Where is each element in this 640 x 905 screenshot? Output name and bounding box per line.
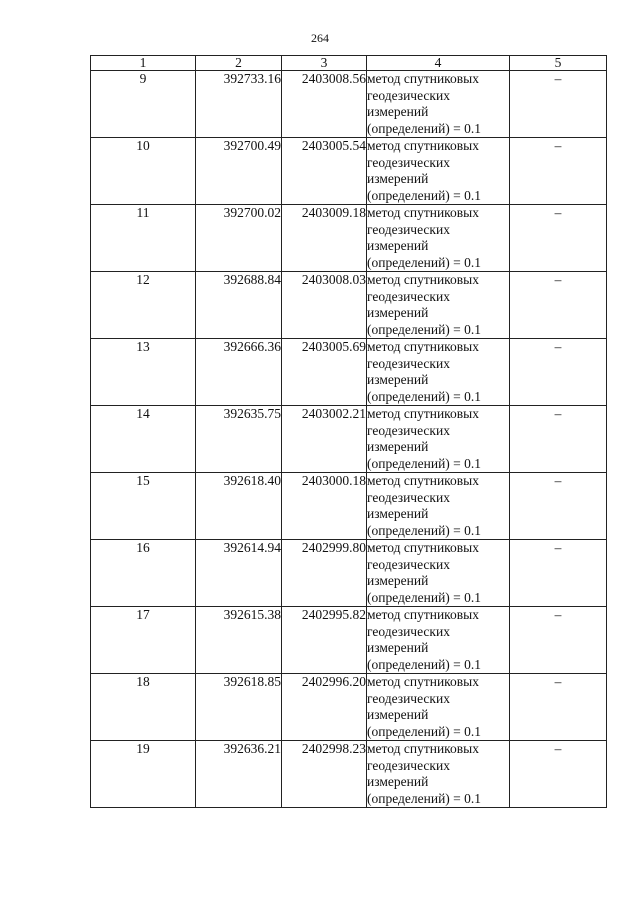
point-number-cell: 18 [91,674,196,741]
table-row [91,607,607,674]
y-coordinate-cell: 2403000.18 [282,473,367,540]
point-number-cell: 9 [91,71,196,138]
table-row [91,138,607,205]
method-cell: метод спутниковых геодезических измерений (определений) = 0.1 [367,674,510,741]
x-coordinate-cell: 392700.02 [196,205,282,272]
column-header-2: 2 [196,56,282,71]
note-cell: – [510,741,607,808]
method-cell: метод спутниковых геодезических измерений (определений) = 0.1 [367,406,510,473]
x-coordinate-cell: 392614.94 [196,540,282,607]
y-coordinate-cell: 2402999.80 [282,540,367,607]
column-header-5: 5 [510,56,607,71]
table-row [91,339,607,406]
table-row [91,540,607,607]
method-cell: метод спутниковых геодезических измерений (определений) = 0.1 [367,272,510,339]
table-body [91,71,607,808]
method-cell: метод спутниковых геодезических измерений (определений) = 0.1 [367,339,510,406]
y-coordinate-cell: 2403009.18 [282,205,367,272]
x-coordinate-cell: 392700.49 [196,138,282,205]
note-cell: – [510,674,607,741]
y-coordinate-cell: 2402995.82 [282,607,367,674]
table-row [91,674,607,741]
table-row [91,71,607,138]
method-cell: метод спутниковых геодезических измерений (определений) = 0.1 [367,71,510,138]
x-coordinate-cell: 392733.16 [196,71,282,138]
column-header-1: 1 [91,56,196,71]
point-number-cell: 16 [91,540,196,607]
column-header-3: 3 [282,56,367,71]
table-row [91,741,607,808]
column-header-4: 4 [367,56,510,71]
y-coordinate-cell: 2403005.54 [282,138,367,205]
x-coordinate-cell: 392635.75 [196,406,282,473]
x-coordinate-cell: 392618.85 [196,674,282,741]
point-number-cell: 11 [91,205,196,272]
note-cell: – [510,205,607,272]
point-number-cell: 12 [91,272,196,339]
x-coordinate-cell: 392636.21 [196,741,282,808]
x-coordinate-cell: 392618.40 [196,473,282,540]
point-number-cell: 19 [91,741,196,808]
x-coordinate-cell: 392666.36 [196,339,282,406]
table-row [91,272,607,339]
note-cell: – [510,71,607,138]
method-cell: метод спутниковых геодезических измерений (определений) = 0.1 [367,607,510,674]
method-cell: метод спутниковых геодезических измерений (определений) = 0.1 [367,540,510,607]
method-cell: метод спутниковых геодезических измерений (определений) = 0.1 [367,741,510,808]
point-number-cell: 15 [91,473,196,540]
y-coordinate-cell: 2403008.03 [282,272,367,339]
x-coordinate-cell: 392688.84 [196,272,282,339]
method-cell: метод спутниковых геодезических измерений (определений) = 0.1 [367,205,510,272]
table-header-row [91,56,607,71]
y-coordinate-cell: 2403008.56 [282,71,367,138]
point-number-cell: 17 [91,607,196,674]
note-cell: – [510,138,607,205]
table-row [91,205,607,272]
point-number-cell: 10 [91,138,196,205]
method-cell: метод спутниковых геодезических измерений (определений) = 0.1 [367,138,510,205]
y-coordinate-cell: 2403005.69 [282,339,367,406]
y-coordinate-cell: 2402998.23 [282,741,367,808]
note-cell: – [510,540,607,607]
coordinates-table [90,55,607,808]
point-number-cell: 13 [91,339,196,406]
y-coordinate-cell: 2402996.20 [282,674,367,741]
table-row [91,473,607,540]
note-cell: – [510,339,607,406]
note-cell: – [510,406,607,473]
x-coordinate-cell: 392615.38 [196,607,282,674]
page-number: 264 [311,31,329,45]
y-coordinate-cell: 2403002.21 [282,406,367,473]
note-cell: – [510,607,607,674]
point-number-cell: 14 [91,406,196,473]
note-cell: – [510,473,607,540]
method-cell: метод спутниковых геодезических измерений (определений) = 0.1 [367,473,510,540]
note-cell: – [510,272,607,339]
table-row [91,406,607,473]
